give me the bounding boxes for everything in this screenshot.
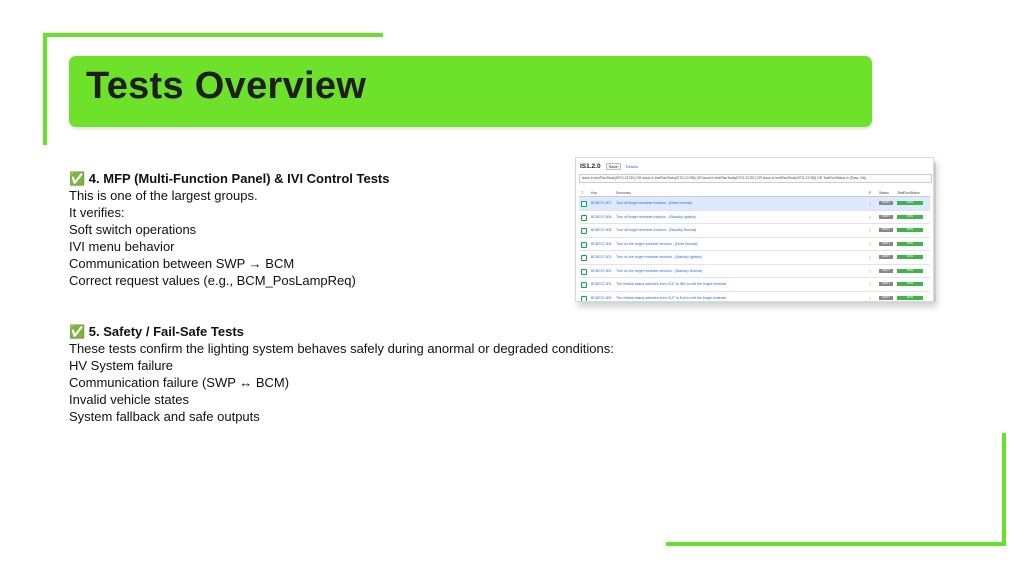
col-run-status: TestRunStatus bbox=[897, 191, 920, 195]
body-line: Soft switch operations bbox=[69, 222, 197, 237]
screenshot-header bbox=[580, 161, 638, 171]
issue-key: BCBS70-307 bbox=[591, 201, 612, 205]
issue-key: BCBS70-303 bbox=[591, 255, 612, 259]
section-mfp-ivi bbox=[69, 170, 629, 289]
query-bar: issue in testPlanTests(ISTG-21760) OR issue in testPlanTests(ISTG-21786) OR issue in testPlanTests(ISTG-21787) OR issue in testPlanTests(ISTG-21788) OR TestRunStatus in (Pass, NA) bbox=[579, 174, 932, 183]
decor-top-vertical-line bbox=[43, 33, 47, 145]
test-list-screenshot bbox=[575, 157, 934, 302]
issue-key: BCBS70-305 bbox=[591, 228, 612, 232]
status-badge: DRAFT bbox=[879, 296, 893, 300]
run-status-badge: PASS bbox=[897, 255, 923, 259]
body-line: This is one of the largest groups. bbox=[69, 188, 258, 203]
priority-icon: ≡ bbox=[869, 268, 872, 273]
body-line: Invalid vehicle states bbox=[69, 392, 189, 407]
status-badge: DRAFT bbox=[879, 282, 893, 286]
table-row bbox=[579, 224, 930, 238]
status-badge: DRAFT bbox=[879, 255, 893, 259]
issue-summary: Turn off forget reminder function - (Standby Normal) bbox=[616, 228, 697, 232]
issue-summary: The vehicle status switches from OUT to Exit to exit the forget reminder bbox=[616, 295, 727, 300]
issue-type-icon bbox=[581, 296, 587, 302]
priority-icon: ≡ bbox=[869, 255, 872, 259]
run-status-badge: PASS bbox=[897, 201, 923, 205]
issue-type-icon bbox=[581, 255, 587, 261]
priority-icon: ≡ bbox=[869, 241, 872, 246]
decor-bottom-horizontal-line bbox=[666, 542, 1006, 546]
issue-summary: Turn off forget reminder function - (Standby Ignition) bbox=[616, 214, 697, 219]
body-line: Correct request values (e.g., BCM_PosLampReq) bbox=[69, 273, 356, 288]
body-line: System fallback and safe outputs bbox=[69, 409, 260, 424]
issue-type-icon bbox=[581, 201, 587, 207]
status-badge: DRAFT bbox=[879, 269, 893, 273]
run-status-badge: PASS bbox=[897, 282, 923, 286]
status-badge: DRAFT bbox=[879, 201, 893, 205]
issue-key: BCBS70-306 bbox=[591, 214, 612, 219]
issue-type-icon bbox=[581, 282, 587, 288]
table-row bbox=[579, 211, 930, 225]
issue-type-icon bbox=[581, 269, 587, 275]
issue-key: BCBS70-304 bbox=[591, 241, 612, 246]
issue-key: BCBS70-300 bbox=[591, 295, 612, 300]
decor-bottom-vertical-line bbox=[1002, 433, 1006, 546]
table-header bbox=[579, 189, 930, 197]
run-status-badge: PASS bbox=[897, 296, 923, 300]
slide-title: Tests Overview bbox=[86, 65, 367, 107]
priority-icon: ≡ bbox=[869, 295, 872, 300]
issue-summary: Turn on the forget reminder function - (Standby Normal) bbox=[616, 268, 703, 273]
run-status-badge: PASS bbox=[897, 215, 923, 219]
project-name: IS1.2.0 bbox=[580, 162, 601, 170]
status-badge: DRAFT bbox=[879, 215, 893, 219]
table-row bbox=[579, 265, 930, 279]
body-line: Communication failure (SWP ↔ BCM) bbox=[69, 375, 290, 390]
priority-icon: ≡ bbox=[869, 282, 872, 286]
issue-summary: Turn off forget reminder function - (Drive Normal) bbox=[616, 201, 692, 205]
issue-key: BCBS70-302 bbox=[591, 268, 612, 273]
issue-table bbox=[579, 189, 930, 302]
issue-key: BCBS70-301 bbox=[591, 282, 612, 286]
body-line: HV System failure bbox=[69, 358, 174, 373]
status-badge: DRAFT bbox=[879, 228, 893, 232]
table-row bbox=[579, 197, 930, 211]
col-type: T bbox=[581, 191, 584, 195]
save-button: Save bbox=[606, 163, 621, 170]
issue-summary: Turn on the forget reminder function - (Standby Ignition) bbox=[616, 255, 703, 259]
body-line: These tests confirm the lighting system behaves safely during anormal or degraded conditions: bbox=[69, 341, 614, 356]
priority-icon: ≡ bbox=[869, 228, 872, 232]
decor-top-horizontal-line bbox=[43, 33, 383, 37]
run-status-badge: PASS bbox=[897, 269, 923, 273]
col-summary: Summary bbox=[616, 191, 631, 195]
table-row bbox=[579, 278, 930, 292]
run-status-badge: PASS bbox=[897, 242, 923, 246]
body-line: It verifies: bbox=[69, 205, 125, 220]
col-priority: P bbox=[869, 191, 872, 195]
body-line: IVI menu behavior bbox=[69, 239, 175, 254]
run-status-badge: PASS bbox=[897, 228, 923, 232]
table-row bbox=[579, 292, 930, 303]
section-heading: ✅ 5. Safety / Fail-Safe Tests bbox=[69, 324, 244, 339]
priority-icon: ≡ bbox=[869, 214, 872, 219]
body-line: Communication between SWP → BCM bbox=[69, 256, 295, 271]
col-status: Status bbox=[879, 191, 889, 195]
details-link: Details bbox=[625, 163, 638, 169]
status-badge: DRAFT bbox=[879, 242, 893, 246]
table-row bbox=[579, 238, 930, 252]
priority-icon: ≡ bbox=[869, 201, 872, 205]
title-banner bbox=[69, 56, 872, 127]
issue-summary: Turn on the forget reminder function - (Drive Normal) bbox=[616, 241, 698, 246]
issue-type-icon bbox=[581, 242, 587, 248]
issue-type-icon bbox=[581, 215, 587, 221]
section-safety-failsafe bbox=[69, 323, 629, 425]
col-key: Key bbox=[591, 191, 598, 195]
issue-type-icon bbox=[581, 228, 587, 234]
issue-summary: The vehicle status switches from OUT to IND to exit the forget reminder bbox=[616, 282, 727, 286]
slide-body bbox=[69, 170, 629, 425]
table-row bbox=[579, 251, 930, 265]
section-heading: ✅ 4. MFP (Multi-Function Panel) & IVI Control Tests bbox=[69, 171, 390, 186]
